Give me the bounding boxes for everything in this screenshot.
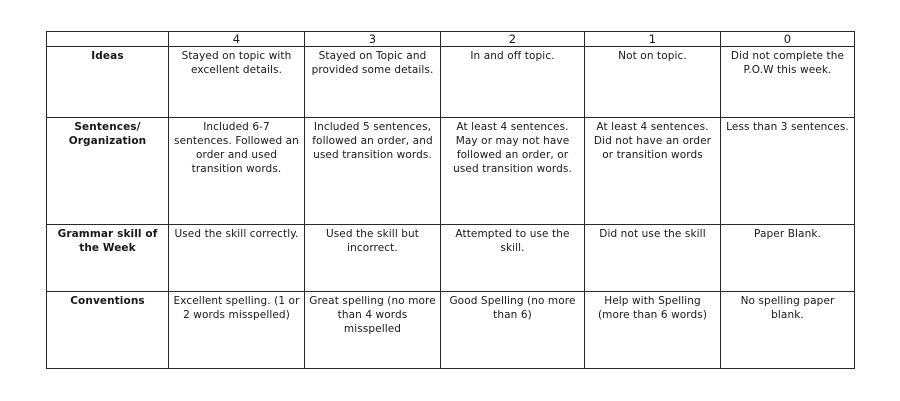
header-score-1: 1 [585,32,721,47]
cell-ideas-3: Stayed on Topic and provided some details. [305,47,441,118]
cell-grammar-3: Used the skill but incorrect. [305,225,441,292]
cell-conventions-2: Good Spelling (no more than 6) [441,292,585,369]
table-row [47,225,855,292]
header-score-3: 3 [305,32,441,47]
cell-ideas-2: In and off topic. [441,47,585,118]
cell-ideas-0: Did not complete the P.O.W this week. [721,47,855,118]
header-score-2: 2 [441,32,585,47]
header-score-0: 0 [721,32,855,47]
cell-sentences-1: At least 4 sentences. Did not have an order or transition words [585,118,721,225]
rubric-table [46,31,855,369]
cell-ideas-4: Stayed on topic with excellent details. [169,47,305,118]
header-score-4: 4 [169,32,305,47]
table-row [47,292,855,369]
cell-grammar-0: Paper Blank. [721,225,855,292]
cell-grammar-4: Used the skill correctly. [169,225,305,292]
table-row [47,47,855,118]
cell-ideas-1: Not on topic. [585,47,721,118]
cell-conventions-0: No spelling paper blank. [721,292,855,369]
cell-sentences-3: Included 5 sentences, followed an order, and used transition words. [305,118,441,225]
cell-sentences-0: Less than 3 sentences. [721,118,855,225]
cell-conventions-1: Help with Spelling (more than 6 words) [585,292,721,369]
rubric-container [46,31,854,369]
table-header-row [47,32,855,47]
row-label-grammar-skill: Grammar skill of the Week [47,225,169,292]
row-label-conventions: Conventions [47,292,169,369]
header-corner-cell [47,32,169,47]
cell-conventions-3: Great spelling (no more than 4 words misspelled [305,292,441,369]
cell-grammar-1: Did not use the skill [585,225,721,292]
row-label-ideas: Ideas [47,47,169,118]
cell-sentences-4: Included 6-7 sentences. Followed an order and used transition words. [169,118,305,225]
row-label-sentences-organization: Sentences/ Organization [47,118,169,225]
table-row [47,118,855,225]
cell-conventions-4: Excellent spelling. (1 or 2 words misspelled) [169,292,305,369]
cell-sentences-2: At least 4 sentences. May or may not have followed an order, or used transition words. [441,118,585,225]
cell-grammar-2: Attempted to use the skill. [441,225,585,292]
